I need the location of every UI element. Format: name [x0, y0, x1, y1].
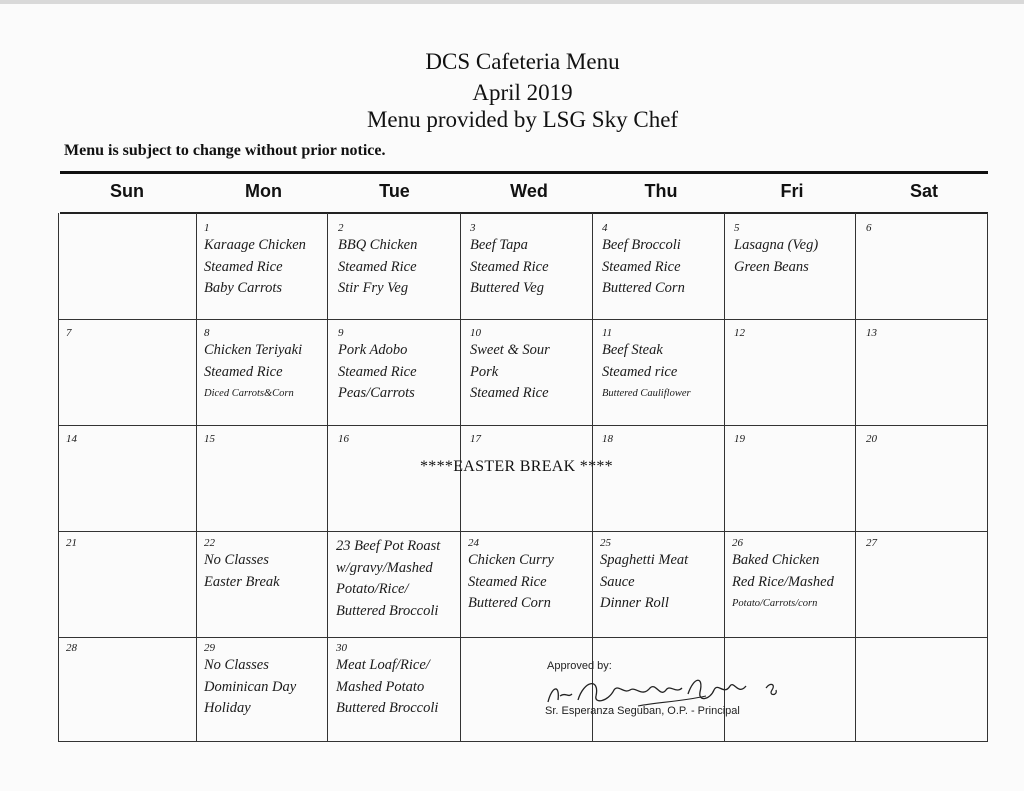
day-header-fri: Fri [780, 181, 804, 201]
menu-item: Steamed Rice [602, 258, 681, 275]
signer-name: Sr. Esperanza Seguban, O.P. - Principal [545, 705, 740, 717]
day-number: 2 [338, 222, 344, 234]
day-cell [866, 221, 872, 235]
menu-item: Beef Broccoli [602, 237, 681, 253]
menu-item: Steamed Rice [204, 363, 283, 380]
day-number: 10 [470, 327, 481, 339]
day-number: 25 [600, 537, 611, 549]
easter-break-banner: ****EASTER BREAK **** [420, 458, 613, 475]
day-cell [336, 536, 440, 622]
menu-item: Steamed Rice [338, 363, 417, 380]
day-number: 22 [204, 537, 215, 549]
day-cell [204, 432, 215, 446]
menu-item: Chicken Curry [468, 552, 554, 568]
menu-title: DCS Cafeteria Menu [425, 49, 620, 74]
menu-item: BBQ Chicken [338, 237, 418, 253]
day-number: 26 [732, 537, 743, 549]
day-cell [866, 536, 877, 550]
day-number: 7 [66, 327, 72, 339]
day-cell [470, 326, 550, 405]
day-header-tue: Tue [379, 181, 410, 201]
day-cell [204, 326, 302, 405]
day-number: 6 [866, 222, 872, 234]
day-number: 28 [66, 642, 77, 654]
day-cell [66, 432, 77, 446]
day-header-sat: Sat [909, 181, 938, 201]
menu-item: Steamed Rice [470, 258, 549, 275]
menu-item: Peas/Carrots [338, 385, 415, 401]
menu-item: Easter Break [204, 573, 280, 590]
day-number: 16 [338, 433, 349, 445]
day-number: 18 [602, 433, 613, 445]
day-number: 3 [470, 222, 476, 234]
menu-item: Potato/Carrots/corn [732, 598, 818, 609]
day-number: 12 [734, 327, 745, 339]
menu-item: Buttered Cauliflower [602, 388, 691, 399]
menu-item: Diced Carrots&Corn [204, 388, 294, 399]
menu-item: No Classes [204, 657, 269, 673]
scan-edge [0, 0, 1024, 4]
menu-provider: Menu provided by LSG Sky Chef [366, 107, 679, 132]
menu-month: April 2019 [472, 80, 573, 105]
menu-item: Steamed rice [602, 363, 678, 380]
day-number: 19 [734, 433, 745, 445]
day-cell [66, 326, 72, 340]
day-number: 13 [866, 327, 877, 339]
day-header-mon: Mon [245, 181, 282, 201]
menu-item: Pork [470, 363, 499, 380]
menu-item: Steamed Rice [468, 573, 547, 590]
day-cell [866, 326, 877, 340]
menu-item: w/gravy/Mashed [336, 559, 433, 576]
menu-item: Baby Carrots [204, 280, 283, 296]
day-cell [468, 536, 554, 615]
day-cell [866, 432, 877, 446]
approved-by-label: Approved by: [547, 660, 612, 672]
day-header-thu: Thu [644, 181, 678, 201]
menu-item: Buttered Broccoli [336, 700, 439, 716]
menu-item: Buttered Corn [468, 595, 551, 611]
menu-item: Sauce [600, 573, 635, 590]
menu-item: Spaghetti Meat [600, 552, 689, 568]
day-number: 21 [66, 537, 77, 549]
day-cell [66, 536, 77, 550]
day-number: 30 [336, 642, 347, 654]
day-number: 8 [204, 327, 210, 339]
day-number: 4 [602, 222, 608, 234]
menu-item: Stir Fry Veg [338, 280, 409, 296]
day-cell [338, 326, 417, 405]
day-cell [734, 432, 745, 446]
day-number: 11 [602, 327, 613, 339]
day-cell [338, 432, 349, 446]
day-cell [470, 221, 549, 300]
menu-item: Dominican Day [204, 678, 297, 695]
menu-item: Green Beans [734, 258, 809, 275]
day-number: 29 [204, 642, 215, 654]
day-cell [204, 221, 306, 300]
change-notice: Menu is subject to change without prior notice. [64, 142, 386, 159]
header-rule [60, 171, 988, 174]
menu-item: Sweet & Sour [470, 342, 550, 358]
day-cell [336, 641, 438, 720]
menu-item: Steamed Rice [338, 258, 417, 275]
menu-item: Karaage Chicken [204, 237, 306, 253]
menu-item: Potato/Rice/ [336, 581, 409, 597]
day-number: 1 [204, 222, 210, 234]
day-cell [66, 641, 77, 655]
menu-item: Dinner Roll [600, 595, 669, 611]
menu-item: Pork Adobo [338, 342, 408, 358]
menu-item: Steamed Rice [204, 258, 283, 275]
day-number: 9 [338, 327, 344, 339]
menu-item: No Classes [204, 552, 269, 568]
day-cell [204, 641, 296, 720]
day-cell [338, 221, 417, 300]
day-cell [204, 536, 280, 593]
day-cell [734, 221, 818, 278]
menu-item: 23 Beef Pot Roast [336, 538, 441, 554]
day-cell [602, 221, 685, 300]
menu-item: Buttered Corn [602, 280, 685, 296]
day-cell [734, 326, 745, 340]
day-cell [602, 432, 613, 446]
day-cell [470, 432, 481, 446]
day-number: 14 [66, 433, 77, 445]
menu-item: Red Rice/Mashed [732, 573, 834, 590]
day-number: 5 [734, 222, 740, 234]
menu-item: Meat Loaf/Rice/ [336, 657, 430, 673]
day-number: 17 [470, 433, 481, 445]
menu-item: Beef Steak [602, 342, 663, 358]
menu-item: Holiday [204, 700, 251, 716]
menu-item: Beef Tapa [470, 237, 528, 253]
day-cell [600, 536, 688, 615]
menu-item: Lasagna (Veg) [734, 237, 819, 253]
menu-item: Buttered Veg [470, 280, 544, 296]
menu-item: Baked Chicken [732, 552, 820, 568]
day-number: 24 [468, 537, 479, 549]
menu-item: Steamed Rice [470, 385, 549, 401]
menu-item: Mashed Potato [336, 678, 425, 695]
day-cell [602, 326, 691, 405]
day-number: 20 [866, 433, 877, 445]
day-number: 27 [866, 537, 877, 549]
day-number: 15 [204, 433, 215, 445]
menu-item: Buttered Broccoli [336, 602, 439, 619]
day-header-wed: Wed [510, 181, 548, 201]
menu-item: Chicken Teriyaki [204, 342, 303, 358]
day-header-sun: Sun [110, 181, 144, 201]
day-cell [732, 536, 834, 615]
